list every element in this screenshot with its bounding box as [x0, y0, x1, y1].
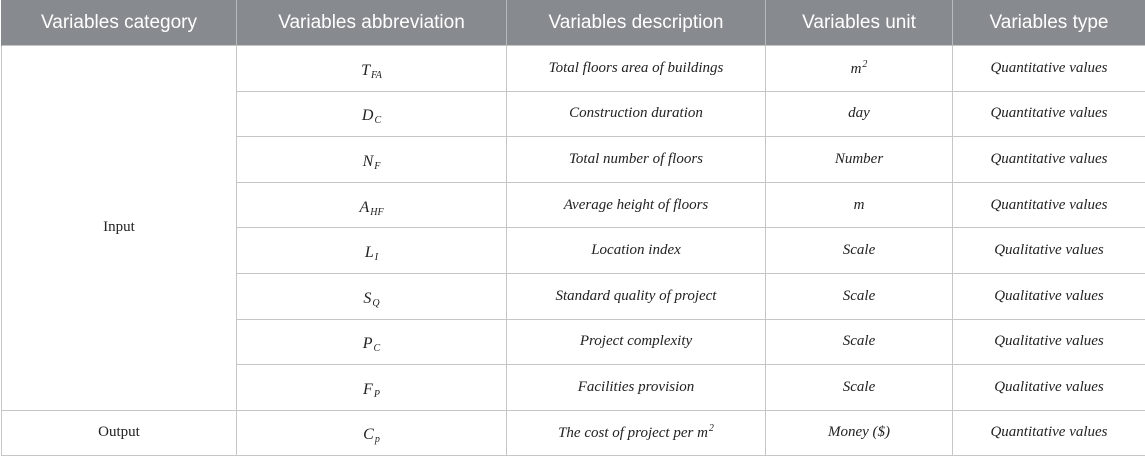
variable-symbol — [361, 62, 382, 79]
variables-table — [1, 0, 1145, 456]
description-cell: Construction duration — [507, 91, 766, 137]
unit-superscript: 2 — [862, 58, 868, 70]
type-cell: Qualitative values — [953, 273, 1145, 319]
type-cell: Quantitative values — [953, 91, 1145, 137]
description-cell — [507, 410, 766, 455]
symbol-letter: C — [363, 426, 374, 444]
symbol-subscript: p — [374, 434, 380, 446]
header-category: Variables category — [2, 0, 237, 46]
unit-cell: Scale — [766, 273, 953, 319]
category-output: Output — [2, 410, 237, 455]
symbol-subscript: I — [374, 252, 379, 264]
unit-cell: Scale — [766, 365, 953, 411]
description-cell: Total number of floors — [507, 137, 766, 183]
symbol-letter: S — [363, 289, 372, 307]
description-cell: Average height of floors — [507, 182, 766, 228]
header-row — [2, 0, 1145, 46]
description-cell: Project complexity — [507, 319, 766, 365]
symbol-subscript: HF — [370, 206, 384, 218]
type-cell: Qualitative values — [953, 228, 1145, 274]
header-type: Variables type — [953, 0, 1145, 46]
variable-symbol — [359, 199, 383, 216]
unit-cell: Scale — [766, 228, 953, 274]
variable-symbol — [364, 244, 379, 264]
description-cell: Standard quality of project — [507, 273, 766, 319]
description-text: The cost of project per m — [558, 425, 708, 442]
description-cell: Total floors area of buildings — [507, 46, 766, 92]
type-cell: Quantitative values — [953, 182, 1145, 228]
table-row — [2, 410, 1145, 455]
unit-cell: day — [766, 91, 953, 137]
variable-symbol — [361, 107, 382, 127]
unit-cell — [766, 46, 953, 92]
symbol-subscript: F — [374, 160, 381, 172]
variable-symbol — [363, 381, 380, 398]
abbreviation-cell — [237, 182, 507, 228]
symbol-subscript: P — [373, 388, 380, 400]
description-cell: Location index — [507, 228, 766, 274]
abbreviation-cell — [237, 365, 507, 411]
variable-symbol — [363, 153, 381, 170]
table-body — [2, 46, 1145, 456]
abbreviation-cell — [237, 46, 507, 92]
variable-symbol — [363, 426, 380, 446]
symbol-subscript: FA — [370, 69, 382, 81]
symbol-subscript: C — [374, 115, 382, 127]
abbreviation-cell — [237, 91, 507, 137]
abbreviation-cell — [237, 319, 507, 365]
unit-text: m — [850, 60, 862, 77]
symbol-letter: F — [363, 380, 373, 398]
unit-cell: Money ($) — [766, 410, 953, 455]
abbreviation-cell — [237, 137, 507, 183]
table-row — [2, 46, 1145, 92]
type-cell: Quantitative values — [953, 410, 1145, 455]
symbol-subscript: C — [373, 343, 381, 355]
abbreviation-cell — [237, 228, 507, 274]
abbreviation-cell — [237, 273, 507, 319]
symbol-letter: T — [361, 61, 370, 79]
variable-symbol — [363, 290, 379, 307]
description-cell: Facilities provision — [507, 365, 766, 411]
type-cell: Quantitative values — [953, 46, 1145, 92]
header-description: Variables description — [507, 0, 766, 46]
type-cell: Qualitative values — [953, 365, 1145, 411]
description-superscript: 2 — [708, 423, 714, 435]
symbol-subscript: Q — [372, 297, 380, 309]
variable-symbol — [362, 335, 381, 355]
unit-cell: m — [766, 182, 953, 228]
type-cell: Qualitative values — [953, 319, 1145, 365]
table-header — [2, 0, 1145, 46]
unit-cell: Number — [766, 137, 953, 183]
category-input: Input — [2, 46, 237, 411]
symbol-letter: A — [359, 198, 370, 216]
symbol-letter: P — [362, 335, 373, 353]
unit-cell: Scale — [766, 319, 953, 365]
header-unit: Variables unit — [766, 0, 953, 46]
abbreviation-cell — [237, 410, 507, 455]
header-abbreviation: Variables abbreviation — [237, 0, 507, 46]
symbol-letter: L — [364, 244, 374, 262]
symbol-letter: D — [361, 107, 374, 125]
symbol-letter: N — [362, 152, 374, 170]
type-cell: Quantitative values — [953, 137, 1145, 183]
